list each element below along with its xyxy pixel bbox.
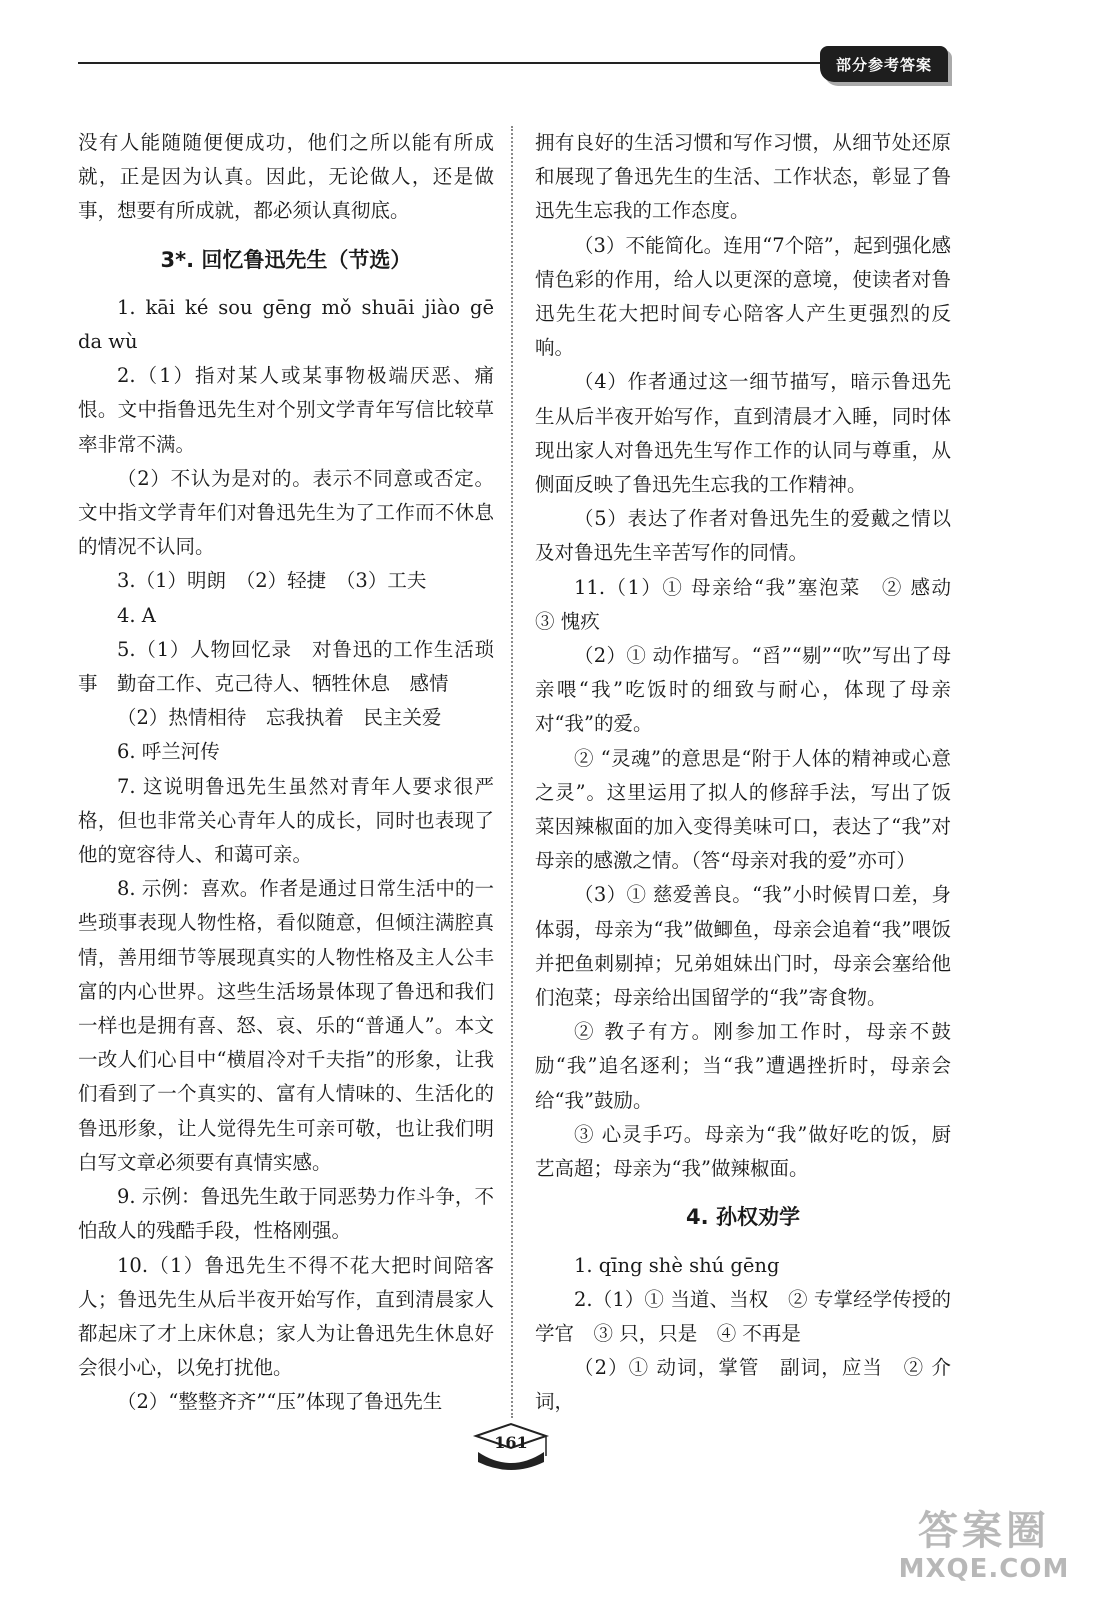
left-paragraph: 3.（1）明朗 （2）轻捷 （3）工夫 xyxy=(117,569,427,593)
section-tab: 部分参考答案 xyxy=(820,46,948,82)
page-number: 161 xyxy=(494,1433,528,1452)
watermark xyxy=(884,1508,1084,1592)
left-paragraph: （2）“整整齐齐”“压”体现了鲁迅先生 xyxy=(117,1390,443,1414)
right-column xyxy=(535,126,971,1420)
column-divider xyxy=(511,126,513,1418)
right-paragraph: （2）① 动词，掌管 副词，应当 ② 介词， xyxy=(535,1356,951,1414)
header-rule xyxy=(78,62,828,64)
right-paragraph: ③ 心灵手巧。母亲为“我”做好吃的饭，厨艺高超；母亲为“我”做辣椒面。 xyxy=(535,1122,951,1181)
right-paragraph: ② 教子有方。刚参加工作时，母亲不鼓励“我”追名逐利；当“我”遭遇挫折时，母亲会给“我”鼓励。 xyxy=(535,1020,951,1112)
left-paragraph: 4. A xyxy=(117,603,156,627)
left-paragraph: 5.（1）人物回忆录 对鲁迅的工作生活琐事 勤奋工作、克己待人、牺牲休息 感情 xyxy=(78,637,494,696)
left-paragraph: 8. 示例：喜欢。作者是通过日常生活中的一些琐事表现人物性格，看似随意，但倾注满腔真情，善用细节等展现真实的人物性格及主人公丰富的内心世界。这些生活场景体现了鲁迅和我们一样也是拥有喜、怒、哀、乐的“普通人”。本文一改人们心目中“横眉冷对千夫指”的形象，让我们看到了一个真实的、富有人情味的、生活化的鲁迅形象，让人觉得先生可亲可敬，也让我们明白写文章必须要有真情实感。 xyxy=(78,877,494,1174)
right-paragraph: 1. qīng shè shú gēng xyxy=(574,1253,780,1277)
right-paragraph: 2.（1）① 当道、当权 ② 专掌经学传授的学官 ③ 只，只是 ④ 不再是 xyxy=(535,1287,951,1345)
left-paragraph: 7. 这说明鲁迅先生虽然对青年人要求很严格，但也非常关心青年人的成长，同时也表现了他的宽容待人、和蔼可亲。 xyxy=(78,774,494,867)
right-section-heading: 4. 孙权劝学 xyxy=(686,1205,800,1230)
left-paragraph: 6. 呼兰河传 xyxy=(117,740,220,764)
left-paragraph: 1. kāi ké sou gēng mǒ shuāi jiào gē da wù xyxy=(78,295,494,354)
right-paragraph: ② “灵魂”的意思是“附于人体的精神或心意之灵”。这里运用了拟人的修辞手法，写出了饭菜因辣椒面的加入变得美味可口，表达了“我”对母亲的感激之情。（答“母亲对我的爱”亦可） xyxy=(535,746,951,873)
left-section-heading: 3*. 回忆鲁迅先生（节选） xyxy=(160,247,412,272)
right-paragraph: 11.（1）① 母亲给“我”塞泡菜 ② 感动 ③ 愧疚 xyxy=(535,575,971,633)
right-paragraph: （2）① 动作描写。“舀”“剔”“吹”写出了母亲喂“我”吃饭时的细致与耐心，体现了母亲对“我”的爱。 xyxy=(535,644,951,736)
left-paragraph: （2）不认为是对的。表示不同意或否定。文中指文学青年们对鲁迅先生为了工作而不休息的情况不认同。 xyxy=(78,466,494,559)
right-paragraph: （3）不能简化。连用“7个陪”，起到强化感情色彩的作用，给人以更深的意境，使读者对鲁迅先生花大把时间专心陪客人产生更强烈的反响。 xyxy=(535,233,951,360)
left-paragraph: 9. 示例：鲁迅先生敢于同恶势力作斗争，不怕敌人的残酷手段，性格刚强。 xyxy=(78,1185,494,1243)
right-paragraph: （5）表达了作者对鲁迅先生的爱戴之情以及对鲁迅先生辛苦写作的同情。 xyxy=(535,507,951,565)
watermark-logo: 答案圈 xyxy=(918,1508,1050,1554)
left-paragraph: （2）热情相待 忘我执着 民主关爱 xyxy=(117,706,442,730)
left-column xyxy=(78,126,494,1420)
right-paragraph: 拥有良好的生活习惯和写作习惯，从细节处还原和展现了鲁迅先生的生活、工作状态，彰显了鲁迅先生忘我的工作态度。 xyxy=(535,131,951,223)
right-paragraph: （3）① 慈爱善良。“我”小时候胃口差，身体弱，母亲为“我”做鲫鱼，母亲会追着“我”喂饭并把鱼刺剔掉；兄弟姐妹出门时，母亲会塞给他们泡菜；母亲给出国留学的“我”寄食物。 xyxy=(535,883,951,1010)
left-paragraph: 2.（1）指对某人或某事物极端厌恶、痛恨。文中指鲁迅先生对个别文学青年写信比较草率非常不满。 xyxy=(78,364,494,456)
left-paragraph: 10.（1）鲁迅先生不得不花大把时间陪客人；鲁迅先生从后半夜开始写作，直到清晨家人都起床了才上床休息；家人为让鲁迅先生休息好会很小心，以免打扰他。 xyxy=(78,1253,494,1380)
left-paragraph: 没有人能随随便便成功，他们之所以能有所成就，正是因为认真。因此，无论做人，还是做事，想要有所成就，都必须认真彻底。 xyxy=(78,131,494,223)
watermark-site: MXQE.COM xyxy=(898,1554,1070,1584)
right-paragraph: （4）作者通过这一细节描写，暗示鲁迅先生从后半夜开始写作，直到清晨才入睡，同时体现出家人对鲁迅先生写作工作的认同与尊重，从侧面反映了鲁迅先生忘我的工作精神。 xyxy=(535,370,951,497)
